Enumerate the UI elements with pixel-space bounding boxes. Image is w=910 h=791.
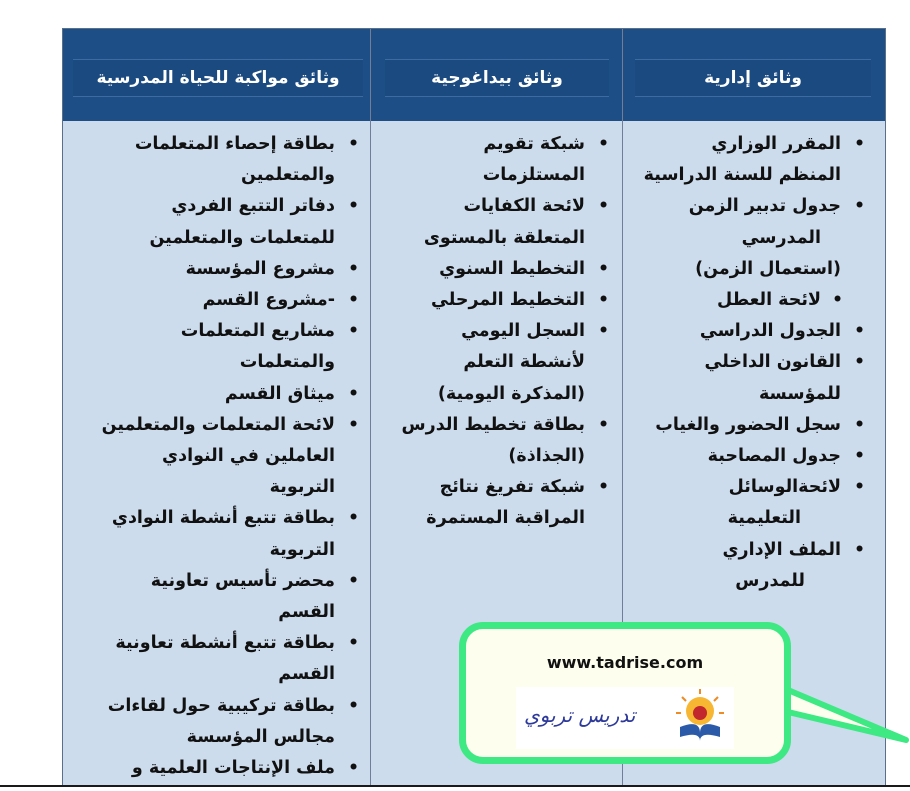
list-item: • الجدول الدراسي <box>633 316 869 347</box>
list-item: • الملف الإداري للمدرس <box>633 535 869 597</box>
list-item: • لائحة العطل <box>633 285 869 316</box>
list-item: • سجل الحضور والغياب <box>633 410 869 441</box>
list-item: • مشروع المؤسسة <box>73 254 363 285</box>
list-item: • التخطيط السنوي <box>385 254 613 285</box>
list-item: • مشاريع المتعلمات والمتعلمات <box>73 316 363 378</box>
list-item: • القانون الداخلي للمؤسسة <box>633 347 869 409</box>
site-logo <box>516 687 734 749</box>
list-item: • محضر تأسيس تعاونية القسم <box>73 566 363 628</box>
book-sun-icon <box>670 687 730 749</box>
website-callout <box>459 622 791 764</box>
list-item: • بطاقة إحصاء المتعلمات والمتعلمين <box>73 129 363 191</box>
list-item: • شبكة تفريغ نتائج المراقبة المستمرة <box>385 472 613 534</box>
list-item: • المقرر الوزاري المنظم للسنة الدراسية <box>633 129 869 191</box>
list-item: • التخطيط المرحلي <box>385 285 613 316</box>
list-item: • لائحةالوسائل التعليمية <box>633 472 869 534</box>
list-item: • شبكة تقويم المستلزمات <box>385 129 613 191</box>
list-item: • السجل اليومي لأنشطة التعلم (المذكرة اليومية) <box>385 316 613 410</box>
website-url[interactable]: www.tadrise.com <box>546 653 704 672</box>
logo-text: تدريس تربوي <box>524 703 636 727</box>
list-item: • بطاقة تتبع أنشطة تعاونية القسم <box>73 628 363 690</box>
header-admin: وثائق إدارية <box>635 59 871 97</box>
list-item: • بطاقة تخطيط الدرس (الجذاذة) <box>385 410 613 472</box>
list-item: • -مشروع القسم <box>73 285 363 316</box>
list-item: • دفاتر التتبع الفردي للمتعلمات والمتعلمين <box>73 191 363 253</box>
list-item: • جدول تدبير الزمن المدرسي (استعمال الزمن) <box>633 191 869 285</box>
list-item: • لائحة المتعلمات والمتعلمين العاملين في النوادي التربوية <box>73 410 363 504</box>
header-pedagogical: وثائق بيداغوجية <box>385 59 609 97</box>
header-school-life: وثائق مواكبة للحياة المدرسية <box>73 59 363 97</box>
list-item: • بطاقة تركيبية حول لقاءات مجالس المؤسسة <box>73 691 363 753</box>
page-bottom-rule <box>0 785 910 787</box>
list-item: • ملف الإنتاجات العلمية و <box>73 753 363 784</box>
list-item: • جدول المصاحبة <box>633 441 869 472</box>
list-item: • بطاقة تتبع أنشطة النوادي التربوية <box>73 503 363 565</box>
list-item: • لائحة الكفايات المتعلقة بالمستوى <box>385 191 613 253</box>
list-item: • ميثاق القسم <box>73 379 363 410</box>
